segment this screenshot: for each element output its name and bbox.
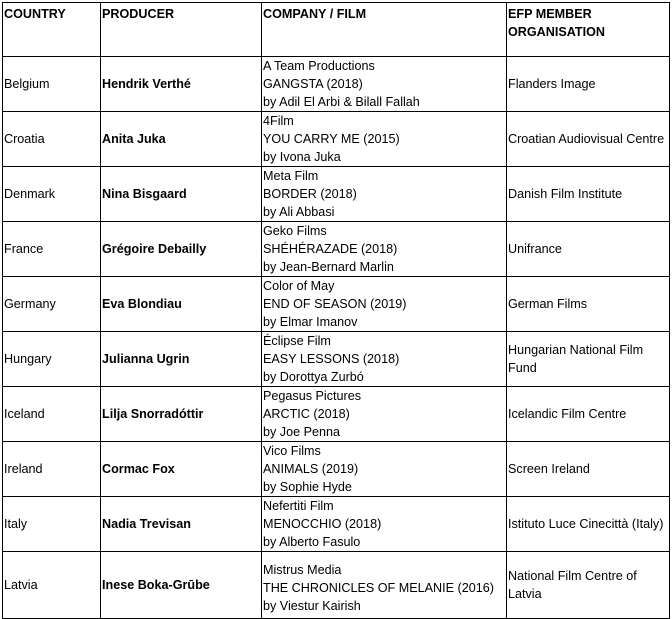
company-film-cell [262,497,507,552]
company-film-cell [262,332,507,387]
country-cell: Ireland [3,442,101,497]
company-film-cell [262,442,507,497]
country-cell: Latvia [3,552,101,619]
producer-cell: Julianna Ugrin [101,332,262,387]
film-title: ANIMALS (2019) [263,462,359,476]
company-film-cell [262,222,507,277]
producer-cell: Nadia Trevisan [101,497,262,552]
film-title: END OF SEASON (2019) [263,297,407,311]
company-film-cell [262,552,507,619]
company-film-cell [262,167,507,222]
country-cell: Iceland [3,387,101,442]
film-director: by Alberto Fasulo [263,535,361,549]
film-title: THE CHRONICLES OF MELANIE (2016) [263,581,494,595]
country-cell: Italy [3,497,101,552]
company-name: Meta Film [263,169,319,183]
producer-cell: Cormac Fox [101,442,262,497]
organisation-cell: Istituto Luce Cinecittà (Italy) [507,497,670,552]
table-row [3,552,670,619]
film-title: GANGSTA (2018) [263,77,363,91]
company-film-cell [262,57,507,112]
film-director: by Dorottya Zurbó [263,370,364,384]
film-director: by Sophie Hyde [263,480,352,494]
producer-cell: Grégoire Debailly [101,222,262,277]
company-name: 4Film [263,114,294,128]
film-director: by Elmar Imanov [263,315,358,329]
organisation-cell: Hungarian National Film Fund [507,332,670,387]
film-title: SHÉHÉRAZADE (2018) [263,242,398,256]
header-row [3,3,670,57]
film-director: by Viestur Kairish [263,599,361,613]
film-title: ARCTIC (2018) [263,407,350,421]
country-cell: Croatia [3,112,101,167]
organisation-cell: Flanders Image [507,57,670,112]
producer-cell: Hendrik Verthé [101,57,262,112]
film-director: by Ivona Juka [263,150,341,164]
header-organisation: EFP MEMBER ORGANISATION [507,3,670,57]
company-film-cell [262,112,507,167]
table-row [3,332,670,387]
company-name: Vico Films [263,444,321,458]
country-cell: France [3,222,101,277]
table-row [3,222,670,277]
table-row [3,57,670,112]
producer-cell: Nina Bisgaard [101,167,262,222]
header-country: COUNTRY [3,3,101,57]
film-title: YOU CARRY ME (2015) [263,132,400,146]
header-producer: PRODUCER [101,3,262,57]
producers-table [2,2,670,619]
organisation-cell: Screen Ireland [507,442,670,497]
table-row [3,112,670,167]
company-film-cell [262,277,507,332]
producer-cell: Lilja Snorradóttir [101,387,262,442]
organisation-cell: National Film Centre of Latvia [507,552,670,619]
table-row [3,387,670,442]
film-director: by Adil El Arbi & Bilall Fallah [263,95,420,109]
film-director: by Jean-Bernard Marlin [263,260,394,274]
company-name: Mistrus Media [263,563,342,577]
organisation-cell: Croatian Audiovisual Centre [507,112,670,167]
organisation-cell: German Films [507,277,670,332]
film-title: MENOCCHIO (2018) [263,517,382,531]
film-director: by Joe Penna [263,425,341,439]
table-row [3,497,670,552]
table-row [3,442,670,497]
organisation-cell: Danish Film Institute [507,167,670,222]
company-name: Pegasus Pictures [263,389,362,403]
producer-cell: Anita Juka [101,112,262,167]
company-film-cell [262,387,507,442]
film-title: BORDER (2018) [263,187,357,201]
company-name: A Team Productions [263,59,375,73]
header-company-film: COMPANY / FILM [262,3,507,57]
film-title: EASY LESSONS (2018) [263,352,400,366]
table-row [3,277,670,332]
table-row [3,167,670,222]
organisation-cell: Icelandic Film Centre [507,387,670,442]
producer-cell: Eva Blondiau [101,277,262,332]
company-name: Color of May [263,279,335,293]
producer-cell: Inese Boka-Grūbe [101,552,262,619]
country-cell: Denmark [3,167,101,222]
country-cell: Belgium [3,57,101,112]
film-director: by Ali Abbasi [263,205,335,219]
company-name: Nefertiti Film [263,499,334,513]
company-name: Geko Films [263,224,327,238]
company-name: Éclipse Film [263,334,331,348]
country-cell: Hungary [3,332,101,387]
organisation-cell: Unifrance [507,222,670,277]
table-body [3,57,670,619]
country-cell: Germany [3,277,101,332]
